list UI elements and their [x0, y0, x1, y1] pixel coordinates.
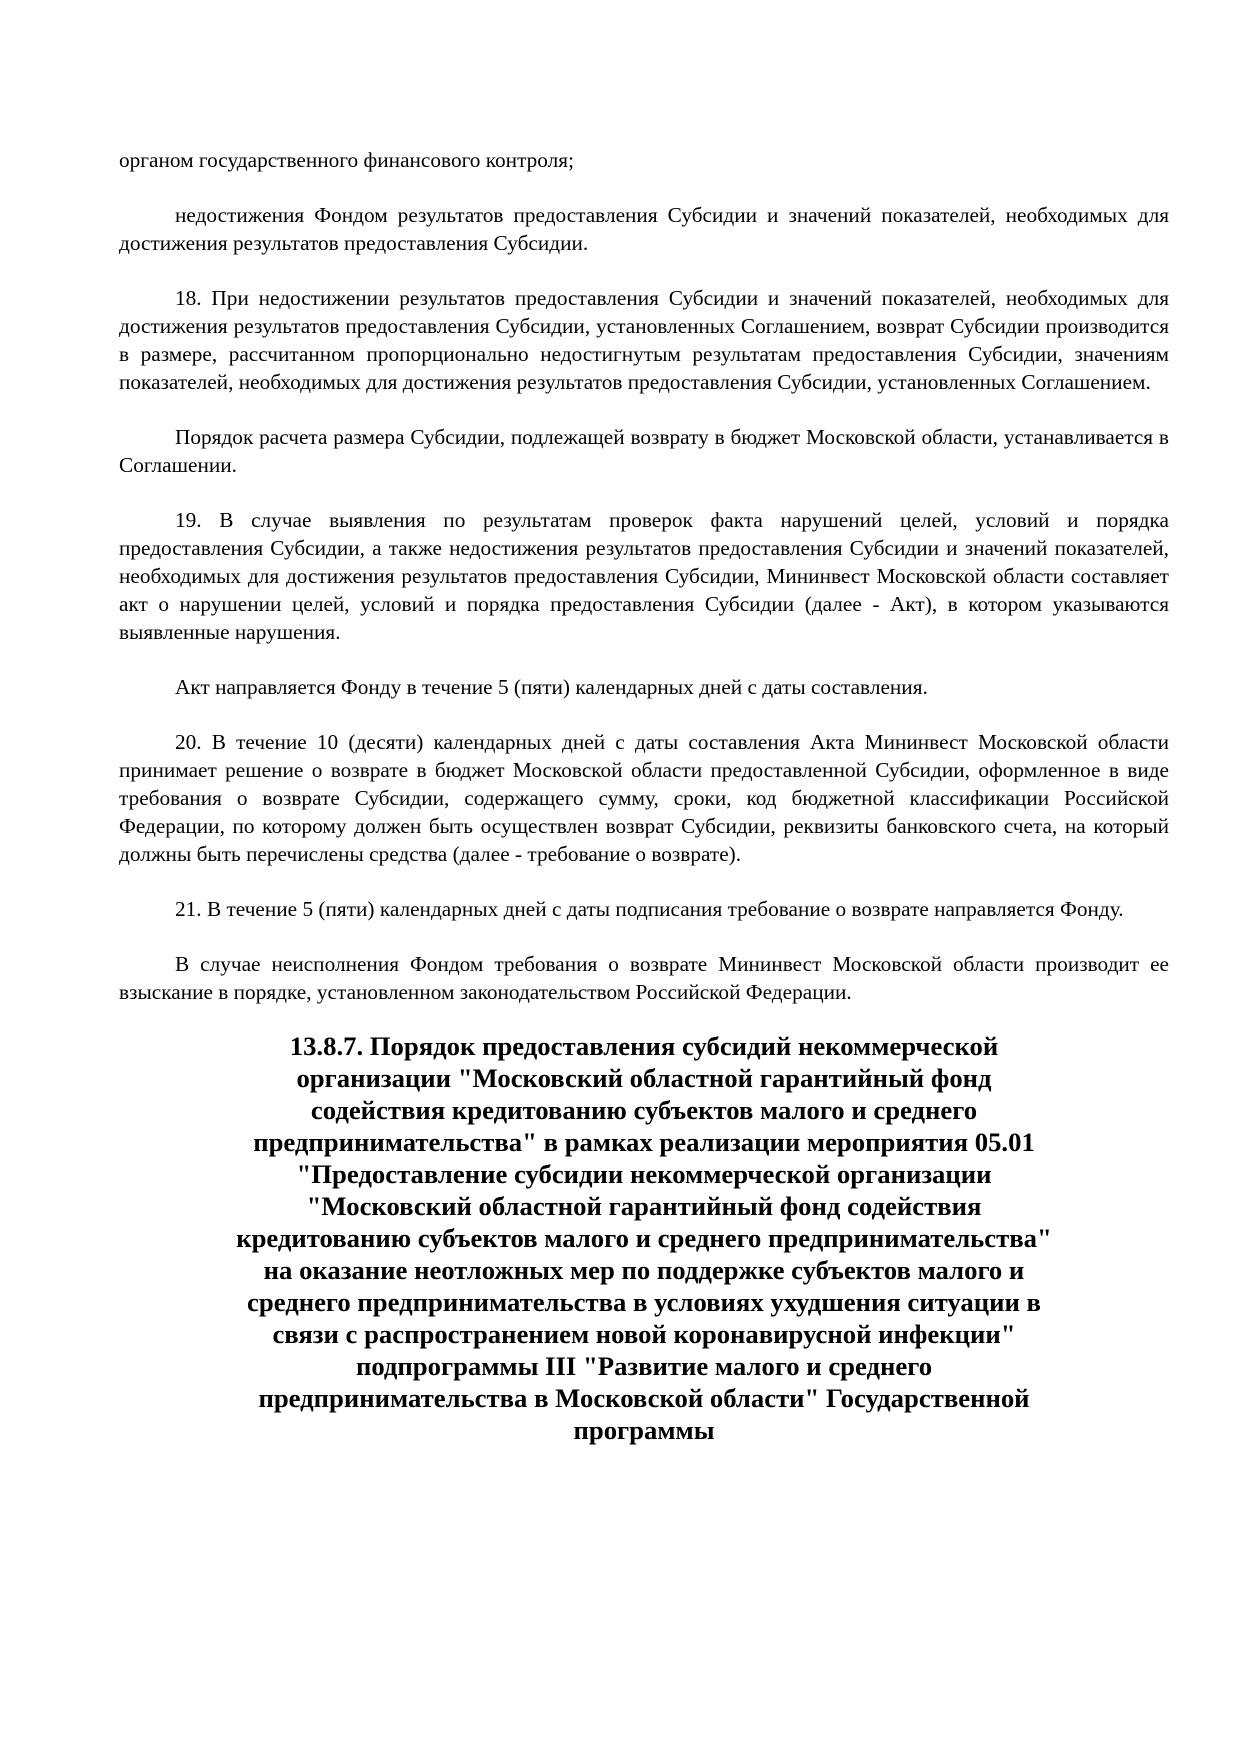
paragraph-act-sending: Акт направляется Фонду в течение 5 (пяти) календарных дней с даты составления. [175, 675, 928, 699]
paragraph-item-20: 20. В течение 10 (десяти) календарных дней с даты составления Акта Мининвест Московской области принимает решение о возврате в бюджет Московской области предоставленной Субсидии, оформленное в виде требования о возврате Субсидии, содержащего сумму, сроки, код бюджетной классификации Российской Федерации, по которому должен быть осуществлен возврат Субсидии, реквизиты банковского счета, на который должны быть перечислены средства (далее - требование о возврате). [119, 730, 1169, 866]
section-heading: 13.8.7. Порядок предоставления субсидий некоммерческой организации "Московский областной гарантийный фонд содействия кредитованию субъектов малого и среднего предпринимательства" в рамках реализации мероприятия 05.01 "Предоставление субсидии некоммерческой организации "Московский областной гарантийный фонд содействия кредитованию субъектов малого и среднего предпринимательства" на оказание неотложных мер по поддержке субъектов малого и среднего предпринимательства в условиях ухудшения ситуации в связи с распространением новой коронавирусной инфекции" подпрограммы III "Развитие малого и среднего предпринимательства в Московской области" Государственной программы [236, 1031, 1052, 1445]
paragraph-calculation-order: Порядок расчета размера Субсидии, подлежащей возврату в бюджет Московской области, устанавливается в Соглашении. [119, 425, 1169, 477]
paragraph-item-21: 21. В течение 5 (пяти) календарных дней с даты подписания требование о возврате направляется Фонду. [175, 897, 1124, 921]
paragraph-non-achievement: недостижения Фондом результатов предоставления Субсидии и значений показателей, необходимых для достижения результатов предоставления Субсидии. [119, 203, 1169, 255]
paragraph-control-body: органом государственного финансового контроля; [119, 148, 575, 172]
document-body [119, 146, 1169, 1446]
paragraph-item-18: 18. При недостижении результатов предоставления Субсидии и значений показателей, необходимых для достижения результатов предоставления Субсидии, установленных Соглашением, возврат Субсидии производится в размере, рассчитанном пропорционально недостигнутым результатам предоставления Субсидии, значениям показателей, необходимых для достижения результатов предоставления Субсидии, установленных Соглашением. [119, 286, 1169, 394]
paragraph-non-execution: В случае неисполнения Фондом требования о возврате Мининвест Московской области производит ее взыскание в порядке, установленном законодательством Российской Федерации. [119, 952, 1169, 1004]
paragraph-item-19: 19. В случае выявления по результатам проверок факта нарушений целей, условий и порядка предоставления Субсидии, а также недостижения результатов предоставления Субсидии и значений показателей, необходимых для достижения результатов предоставления Субсидии, Мининвест Московской области составляет акт о нарушении целей, условий и порядка предоставления Субсидии (далее - Акт), в котором указываются выявленные нарушения. [119, 508, 1169, 644]
